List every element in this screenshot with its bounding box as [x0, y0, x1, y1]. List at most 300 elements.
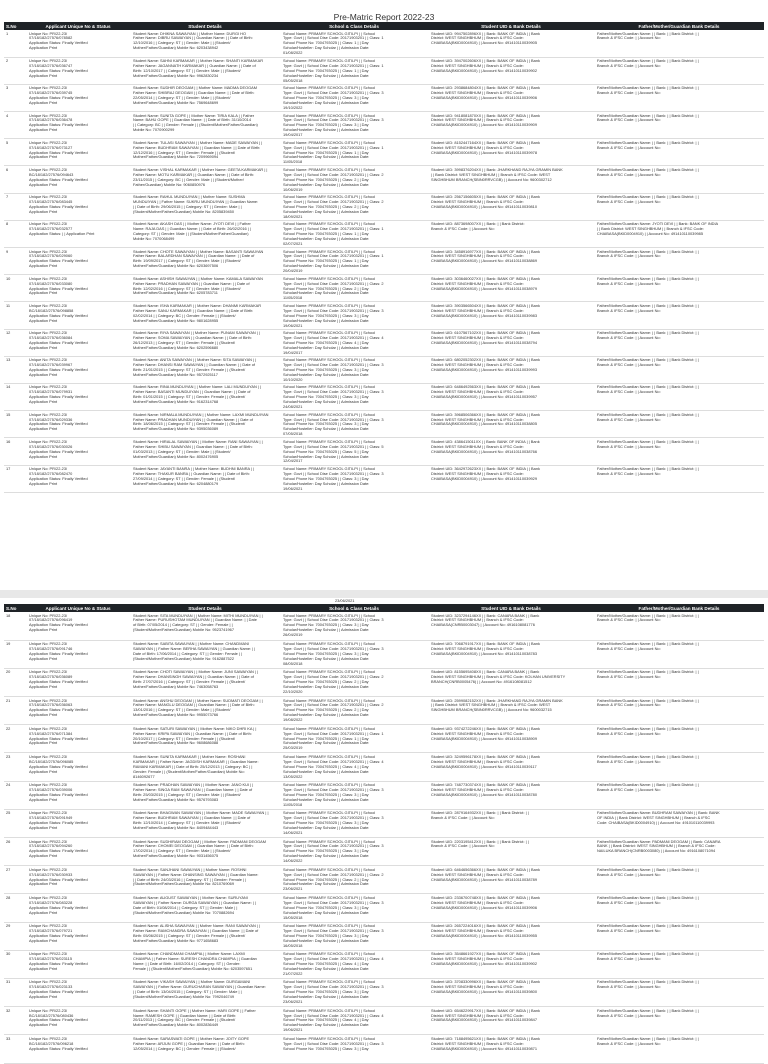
application-print-link[interactable]: Application Print: [29, 881, 58, 887]
cell-applicant: [26, 866, 130, 894]
application-print-link[interactable]: Application Print: [29, 627, 58, 633]
cell-sno: 26: [6, 838, 11, 844]
cell-line: Branch & IFSC Code: | | Account No:: [597, 307, 661, 313]
cell-line: School Name: PRIMARY SCHOOL GITILPI | | School: [283, 612, 376, 618]
cell-line: 07/18/182/27576/091949: [29, 815, 73, 821]
cell-line: | | Date of Birth: 29/06/2015 | | Category: ST | | Gender: Male | |: [133, 203, 242, 209]
cell-sno: 33: [6, 1035, 11, 1041]
table-row: [4, 30, 764, 57]
cell-line: CHAIBASA(BKID0004910) | | Account No: 491410110039955: [431, 932, 537, 938]
cell-line: Unique No: PR/22-23/: [29, 221, 68, 227]
application-print-link[interactable]: Application Print: [29, 853, 58, 859]
cell-line: Unique No: PR/22-23/: [29, 838, 68, 844]
cell-line: Type: Govt | | School Dise Code: 20171903201 | | Class: 2: [283, 702, 384, 708]
application-print-link[interactable]: Application Print: [29, 399, 58, 405]
cell-line: CHAIBASA(BKID0004910) | | Account No: 491410110038766: [431, 448, 537, 454]
cell-line: (Student/Mother/Father/Guardian) Mobile No: 9523741967: [133, 627, 235, 633]
cell-line: Father/Mother/Guardian Name: | | Bank: | | Bank District: | |: [597, 894, 699, 900]
application-print-link[interactable]: Application Print: [29, 453, 58, 459]
cell-line: Father Name: DIBRU SAWAIYAN | | Guardian Name: | | Date of Birth:: [133, 35, 253, 41]
cell-line: Mother/Father/Guardian) Mobile No: 9771658683: [133, 937, 219, 943]
cell-line: Unique No: PR/22-23/: [29, 357, 68, 363]
cell-line: Branch & IFSC Code: | | Account No:: [597, 730, 661, 736]
cell-guardian-bank: [594, 30, 764, 57]
table-row: [4, 668, 764, 696]
application-print-link[interactable]: Application Print: [29, 127, 58, 133]
application-print-link[interactable]: Application Print: [29, 45, 58, 51]
cell-line: Father/Mother/Guardian Name: | | Bank: | | Bank District: | |: [597, 330, 699, 336]
cell-line: School Name: PRIMARY SCHOOL GITILPI | | School: [283, 951, 376, 957]
cell-line: Branch & IFSC Code: | | Account No:: [597, 389, 661, 395]
application-print-link[interactable]: Application Print: [29, 263, 58, 269]
cell-line: Father Name: JAGANNATH KARMAKAR | | Guardian Name: | | Date of: [133, 63, 256, 69]
column-header-school: School & Class Details: [329, 23, 379, 29]
cell-line: Father/Mother/Guardian Name: | | Bank: | | Bank District: | |: [597, 866, 699, 872]
application-print-link[interactable]: Application Print: [29, 317, 58, 323]
cell-school-details: [280, 1007, 428, 1035]
cell-line: Mother/Father/Guardian) Mobile No: 6203438942: [133, 45, 219, 51]
table-row: [4, 697, 764, 725]
cell-line: Type: Govt | | School Dise Code: 20171903201 | | Class: 3: [283, 117, 384, 123]
cell-line: Type: Govt | | School Dise Code: 20171903201 | | Class: 1: [283, 35, 384, 41]
cell-line: Mother/Father/Guardian) Mobile No: 6203697506: [133, 263, 219, 269]
cell-line: Branch & IFSC Code: | | Account No:: [431, 815, 495, 821]
table-row: [4, 978, 764, 1006]
cell-line: Branch & IFSC Code: | | Account No:: [597, 334, 661, 340]
cell-line: Unique No: PR/22-23/: [29, 438, 68, 444]
cell-line: School Name: PRIMARY SCHOOL GITILPI | | School: [283, 411, 376, 417]
cell-sno: 20: [6, 669, 11, 675]
cell-line: Mother/Father/Guardian) Mobile No: 9608686088: [133, 740, 219, 746]
cell-line: Application Status: Finally Verified: [29, 312, 88, 318]
cell-school-details: [280, 356, 428, 383]
cell-line: District: WEST SINGHBHUM | | Branch & IFSC Code:: [431, 443, 524, 449]
application-print-link[interactable]: Application Print: [29, 290, 58, 296]
column-header-guardian-bank: Father/Mother/Guardian Bank Details: [638, 23, 720, 29]
cell-line: SAWAIYAN | | Father Name: BERHA SAWAIYAN | | Guardian Name: | |: [133, 646, 256, 652]
table-row: [4, 1035, 764, 1063]
cell-student-details: [130, 438, 280, 465]
cell-line: Father/Mother/Guardian Name: | | Bank: | | Bank District: | |: [597, 753, 699, 759]
cell-guardian-bank: [594, 220, 764, 247]
cell-sno: 14: [6, 384, 11, 390]
cell-line: Scholar/Hosteller: Day Scholar | | Admission Date:: [283, 290, 370, 296]
cell-student-details: [130, 950, 280, 978]
cell-line: District: WEST SINGHBHUM | | Branch & IFSC Code:: [431, 63, 524, 69]
application-print-link[interactable]: Application Print: [29, 154, 58, 160]
cell-school-details: [280, 329, 428, 356]
cell-line: Student UID: 3036460027XX | | Bank: BANK OF INDIA | | Bank: [431, 275, 540, 281]
cell-line: Application Status: Finally Verified: [29, 932, 88, 938]
table-row: [4, 809, 764, 837]
cell-student-details: [130, 248, 280, 275]
cell-student-details: [130, 139, 280, 166]
cell-line: Unique No: PR/22-23/: [29, 411, 68, 417]
cell-guardian-bank: [594, 866, 764, 894]
cell-line: BC/18/182/27576/096085: [29, 758, 74, 764]
report-table: [4, 22, 764, 493]
cell-line: Father Name: SHIBU SAWAIYAN | | Guardian Name: | | Date of Birth:: [133, 443, 253, 449]
cell-line: District: WEST SINGHBHUM | | Branch & IFSC Code:: [431, 362, 524, 368]
cell-line: District: WEST SINGHBHUM | | Branch & IFSC Code:: [431, 787, 524, 793]
cell-line: Application Status: Finally Verified: [29, 961, 88, 967]
page-separator: [0, 590, 768, 598]
cell-school-details: [280, 248, 428, 275]
table-row: [4, 166, 764, 193]
cell-line: 10/10/2020: [283, 376, 303, 382]
cell-student-bank: [428, 922, 594, 950]
cell-student-bank: [428, 139, 594, 166]
cell-line: 19/06/2021: [283, 485, 303, 491]
cell-line: | | Bank District: WEST SINGHBHUM | | Branch & IFSC Code: WEST: [431, 702, 551, 708]
cell-line: Father/Mother/Guardian Name: | | Bank: | | Bank District: | |: [597, 194, 699, 200]
cell-line: 02/07/2021: [283, 240, 303, 246]
cell-line: Scholar/Hosteller: Day Scholar | | Admission Date:: [283, 1022, 370, 1028]
application-print-link[interactable]: Application Print: [29, 740, 58, 746]
cell-line: Mother/Father/Guardian) Mobile No: 8002476905: [133, 453, 219, 459]
cell-student-details: [130, 166, 280, 193]
cell-line: 19/06/2021: [283, 322, 303, 328]
cell-line: District: WEST SINGHBHUM | | Branch & IFSC Code:: [431, 253, 524, 259]
cell-line: 07/18/182/27576/079931: [29, 389, 73, 395]
cell-line: Application Status: Finally Verified: [29, 421, 88, 427]
cell-line: Type: Govt | | School Dise Code: 20171903201 | | Class: 4: [283, 1012, 384, 1018]
cell-line: Student UID: 3998376204XX | | Bank: JHARKHAND RAJYA GRAMIN BANK: [431, 166, 563, 172]
cell-school-details: [280, 697, 428, 725]
cell-line: Father Name: PRADHAN MUNDUIYAN | | Guardian Name: | | Date of: [133, 416, 253, 422]
cell-line: Student UID: 3249596178XX | | Bank: BANK OF INDIA | | Bank: [431, 753, 540, 759]
cell-line: Application Status: Finally Verified: [29, 1045, 88, 1051]
cell-line: School Name: PRIMARY SCHOOL GITILPI | | School: [283, 697, 376, 703]
report-table: [4, 604, 764, 1064]
cell-line: Unique No: PR/22-23/: [29, 951, 68, 957]
cell-line: Code: CHAIBASA(BKID0004910) | | Account No: 491010110039993: [597, 820, 715, 826]
cell-line: Father/Mother/Guardian Name: JYOTI DEVI | | Bank: BANK OF INDIA: [597, 221, 719, 227]
cell-line: School Name: PRIMARY SCHOOL GITILPI | | School: [283, 753, 376, 759]
cell-line: Father/Mother/Guardian Name: | | Bank: | | Bank District: | |: [597, 923, 699, 929]
cell-student-details: [130, 978, 280, 1006]
cell-line: 07/18/182/27576/071384: [29, 730, 73, 736]
application-print-link[interactable]: Application Print: [29, 72, 58, 78]
cell-line: Mother/Father/Guardian) Mobile No: 9162314768: [133, 399, 219, 405]
cell-applicant: [26, 950, 130, 978]
cell-line: 11/05/2018: [283, 159, 303, 165]
cell-line: Unique No: PR/22-23/: [29, 194, 68, 200]
cell-school-details: [280, 57, 428, 84]
cell-school-details: [280, 640, 428, 668]
cell-school-details: [280, 668, 428, 696]
cell-line: Scholar/Hosteller: Day Scholar | | Admission Date:: [283, 994, 370, 1000]
application-print-link[interactable]: Application Print: [29, 655, 58, 661]
cell-line: 22/05/2014 | | Category: ST | | Gender: Male | | (Student/: [133, 95, 231, 101]
cell-line: Student Name: BHAGWAN SAWAIYAN | | Mother Name: MADE SAWAIYAN | |: [133, 810, 269, 816]
cell-line: Birth: 12/10/2017 | | Category: ST | | Gender: Male | | (Student/: [133, 68, 241, 73]
cell-line: 07/18/182/27576/023133: [29, 984, 73, 990]
cell-line: Father/Mother/Guardian Name: BUDHRAM SAWAIYAN | | Bank: BANK: [597, 810, 720, 816]
cell-line: BRANCH(CNRB0005476) | | Account No: 4916108081512: [431, 679, 532, 685]
cell-line: Application Status: Finally Verified: [29, 791, 88, 797]
cell-line: 14/06/2022: [283, 858, 303, 864]
application-print-link[interactable]: Application Print: [29, 965, 58, 971]
application-print-link[interactable]: Application Print: [29, 426, 58, 432]
cell-line: 11/05/2018: [283, 295, 303, 301]
cell-line: 24/08/2021: [283, 404, 303, 410]
cell-line: Student Name: SATURI SAWAIYAN | | Mother Name: NIKO DHRI KA | |: [133, 725, 257, 731]
cell-line: Father Name: PURUSHOTAM MUNDUIYAN | | Guardian Name: | | Date: [133, 617, 257, 623]
cell-school-details: [280, 950, 428, 978]
cell-applicant: [26, 356, 130, 383]
application-print-link[interactable]: Application Print: [29, 796, 58, 802]
cell-line: Father/Mother/Guardian Name: | | Bank: | | Bank District: | |: [597, 275, 699, 281]
application-print-link[interactable]: Application Print: [29, 208, 58, 214]
application-print-link[interactable]: Application Print: [29, 994, 58, 1000]
cell-line: Scholar/Hosteller: Day Scholar | | Admission Date:: [283, 881, 370, 887]
cell-line: CHAIBASA(BKID0004910) | | Account No: 491410110038909: [431, 735, 537, 741]
cell-line: Name: RAJA DAS | | Guardian Name: | | Date of Birth: 26/02/2016 | |: [133, 226, 251, 232]
cell-student-bank: [428, 465, 594, 492]
application-print-link[interactable]: Application Print: [29, 712, 58, 718]
table-row: [4, 753, 764, 781]
application-print-link[interactable]: Application Print: [29, 371, 58, 377]
cell-line: CHAIBASA(BKID0004910) | | Account No: 491410110039117: [431, 763, 537, 769]
table-body: [4, 30, 764, 492]
cell-line: Student UID: 2203195412XX | | Bank: | | Bank District: | |: [431, 838, 529, 844]
cell-line: Type: Govt | | School Dise Code: 20171903201 | | Class: 4: [283, 956, 384, 962]
cell-line: Type: Govt | | School Dise Code: 20171903201 | | Class: 3: [283, 927, 384, 933]
cell-student-bank: [428, 725, 594, 753]
cell-sno: 21: [6, 697, 11, 703]
cell-sno: 3: [6, 85, 9, 91]
cell-line: Mother/Father/Guardian) Mobile No: 9955073766: [133, 712, 219, 718]
cell-line: Father/Mother/Guardian Name: | | Bank: | | Bank District: | |: [597, 85, 699, 91]
cell-line: District: WEST SINGHBHUM | | Branch & IFSC Code:: [431, 470, 524, 476]
cell-student-bank: [428, 302, 594, 329]
cell-student-details: [130, 302, 280, 329]
cell-line: Father Name: KRIPA SAWAIYAN | | Guardian Name: | | Date of Birth:: [133, 730, 252, 736]
cell-line: Mother/Father/Guardian) Mobile No: 9572925117: [133, 371, 218, 377]
cell-line: School Phone No: 7004793025 | | Class: 2 | | Day: [283, 176, 369, 182]
cell-line: Student UID: 2657224016XX | | Bank: BANK OF INDIA | | Bank: [431, 923, 540, 929]
cell-applicant: [26, 248, 130, 275]
cell-guardian-bank: [594, 411, 764, 438]
cell-line: Student UID: 6802052302XX | | Bank: BANK OF INDIA | | Bank: [431, 357, 540, 363]
cell-line: SAWAIYAN | | Father Name: DURGA SAWAIYAN | | Guardian Name: | |: [133, 899, 256, 905]
cell-guardian-bank: [594, 838, 764, 866]
cell-applicant: [26, 411, 130, 438]
cell-line: Type: Govt | | School Dise Code: 20171903201 | | Class: 3: [283, 646, 384, 652]
cell-line: Unique No: PR/22-23/: [29, 384, 68, 390]
cell-student-bank: [428, 438, 594, 465]
table-row: [4, 220, 764, 247]
cell-line: Student Name: RINA MUNDUIYAN | | Mother Name: LALI MUNDUIYAN | |: [133, 384, 261, 390]
cell-line: Application Status: Finally Verified: [29, 876, 88, 882]
cell-line: Application Status: Finally Verified: [29, 622, 88, 628]
cell-line: Father/Mother/Guardian Name: | | Bank: | | Bank District: | |: [597, 438, 699, 444]
application-print-link[interactable]: Application Print: [29, 181, 58, 187]
cell-line: Student UID: 6486492563XX | | Bank: BANK OF INDIA | | Bank: [431, 384, 540, 390]
cell-line: School Name: PRIMARY SCHOOL GITILPI | | School: [283, 866, 376, 872]
cell-line: Father Name: SINGA RAM SAWAIYAN | | Guardian Name: | | Date of: [133, 787, 253, 793]
cell-line: Scholar/Hosteller: Day Scholar | | Admission Date:: [283, 127, 370, 133]
cell-student-bank: [428, 866, 594, 894]
cell-line: District: WEST SINGHBHUM | | Branch & IFSC Code:: [431, 117, 524, 123]
cell-applicant: [26, 640, 130, 668]
application-print-link[interactable]: Application Print: [29, 480, 58, 486]
application-print-link[interactable]: Application Print: [29, 909, 58, 915]
cell-applicant: [26, 753, 130, 781]
cell-line: Birth: 18/06/2015 | | Category: ST | | Gender: Female | | (Student/: [133, 421, 246, 427]
cell-line: Application Status: Finally Verified: [29, 95, 88, 101]
cell-line: School Name: PRIMARY SCHOOL GITILPI | | School: [283, 1035, 376, 1041]
cell-line: Father Name: MOTU KARMAKAR | | Guardian Name: | | Date of Birth:: [133, 171, 255, 177]
cell-line: 19/08/2022: [283, 717, 303, 723]
cell-guardian-bank: [594, 640, 764, 668]
cell-school-details: [280, 411, 428, 438]
cell-sno: 30: [6, 951, 11, 957]
cell-sno: 13: [6, 357, 11, 363]
cell-guardian-bank: [594, 383, 764, 410]
cell-line: Student UID: 7068791917XX | | Bank: BANK OF INDIA | | Bank: [431, 641, 540, 647]
cell-line: CHAIBASA(BKID0004910) | | Account No: 491410110038794: [431, 339, 537, 345]
cell-sno: 31: [6, 979, 11, 985]
cell-line: (Student/Mother/Father/Guardian) Mobile No: 8205839450: [133, 208, 235, 214]
application-print-link[interactable]: Application Print: [29, 768, 58, 774]
application-print-link[interactable]: Application Print: [29, 100, 58, 106]
cell-student-bank: [428, 220, 594, 247]
cell-line: Type: Govt | | School Dise Code: 20171903201 | | Class: 2: [283, 171, 384, 177]
cell-line: Unique No: PR/22-23/: [29, 30, 68, 36]
cell-line: Student Name: AKASH DAS | | Mother Name: JYOTI DEVI | | Father: [133, 221, 251, 227]
cell-line: District: WEST SINGHBHUM | | Branch & IFSC Code:: [431, 199, 524, 205]
cell-line: Mother/Father/Guardian) Mobile No: 6205783711: [133, 290, 218, 296]
application-print-link[interactable]: Application Print: [29, 684, 58, 690]
cell-line: 07/18/182/27576/029336: [29, 416, 73, 422]
cell-line: Branch & IFSC Code: | | Account No:: [431, 226, 495, 232]
table-row: [4, 84, 764, 111]
table-row: [4, 438, 764, 465]
cell-sno: 15: [6, 411, 11, 417]
cell-line: Unique No: PR/22-23/: [29, 923, 68, 929]
table-body: [4, 612, 764, 1063]
cell-line: School Name: PRIMARY SCHOOL GITILPI | | School: [283, 466, 376, 471]
cell-line: 16/05/2018: [283, 942, 303, 948]
cell-guardian-bank: [594, 753, 764, 781]
application-print-link[interactable]: Application Print: [29, 937, 58, 943]
cell-line: Branch & IFSC Code: | | Account No:: [597, 199, 661, 205]
cell-line: | | Bank District: WEST SINGHBHUM | | Branch & IFSC Code:: [597, 226, 704, 232]
table-row: [4, 139, 764, 166]
cell-line: Father/Mother/Guardian Name: | | Bank: | | Bank District: | |: [597, 166, 699, 172]
cell-line: Father/Mother/Guardian Name: | | Bank: | | Bank District: | |: [597, 697, 699, 703]
cell-line: BC/18/182/27576/080436: [29, 1012, 74, 1018]
table-row: [4, 950, 764, 978]
cell-line: District: WEST SINGHBHUM | | Branch & IFSC Code:: [431, 1012, 524, 1018]
cell-line: Unique No: PR/22-23/: [29, 894, 68, 900]
cell-student-details: [130, 356, 280, 383]
cell-line: District: WEST SINGHBHUM | | Branch & IFSC Code:: [431, 307, 524, 313]
cell-line: Father/Mother/Guardian Name: | | Bank: | | Bank District: | |: [597, 58, 699, 64]
cell-sno: 29: [6, 923, 11, 929]
cell-line: Mobile No: 7070900299: [133, 127, 175, 133]
cell-line: 01/08/2022: [283, 50, 303, 56]
cell-line: CHAIBASA(BKID0004910) | | Account No: 491410110038979: [431, 285, 537, 291]
cell-line: Unique No: PR/22-23/: [29, 810, 68, 816]
cell-sno: 19: [6, 641, 11, 647]
cell-line: BANK | | Bank District: WEST SINGHBHUM | | Branch & IFSC Code:: [597, 843, 716, 849]
cell-line: 18/09/2021: [283, 213, 303, 219]
cell-student-bank: [428, 978, 594, 1006]
cell-line: 12/12/2016 | | Category: ST | | Gender: Female | | (Student/: [133, 149, 236, 155]
cell-guardian-bank: [594, 697, 764, 725]
application-print-link[interactable]: Application Print: [29, 825, 58, 831]
cell-line: Father/Guardian) Mobile No: 9060850976: [133, 181, 206, 187]
cell-sno: 28: [6, 894, 11, 900]
cell-line: Scholar/Hosteller: Day Scholar | | Admission Date:: [283, 712, 370, 718]
cell-line: School Name: PRIMARY SCHOOL GITILPI | | School: [283, 838, 376, 844]
cell-applicant: [26, 275, 130, 302]
application-print-link[interactable]: Application Print: [29, 344, 58, 350]
cell-line: Student UID: 9374272246XX | | Bank: BANK OF INDIA | | Bank: [431, 725, 540, 731]
cell-line: 07/18/182/27576/078582: [29, 35, 73, 41]
table-row: [4, 1007, 764, 1035]
cell-line: Student UID: 3642972623XX | | Bank: BANK OF INDIA | | Bank: [431, 466, 540, 471]
cell-line: School Phone No: 7004793025 | | Class: 3 | | Day: [283, 367, 369, 373]
cell-line: Student Name: CHOTE SAWAIYAN | | Mother Name: BASANTI SAWAIYAN: [133, 248, 264, 254]
cell-sno: 7: [6, 194, 9, 200]
cell-line: Unique No: PR/22-23/: [29, 979, 68, 985]
cell-line: School Name: PRIMARY SCHOOL GITILPI | | School: [283, 30, 376, 36]
cell-line: RAMANI KARMAKAR | | Date of Birth: 25/12/2013 | | Category: BC | |: [133, 763, 253, 769]
cell-line: School Phone No: 7004793025 | | Class: 3 | | Day: [283, 651, 369, 656]
cell-school-details: [280, 894, 428, 922]
cell-applicant: [26, 668, 130, 696]
cell-line: Student Name: ASHISH SAWAIYAN | | Mother Name: KAMALA SAWAIYAN: [133, 275, 263, 281]
cell-line: Student UID: 6464656366XX | | Bank: BANK OF INDIA | | Bank: [431, 866, 540, 872]
cell-line: 07/18/182/27576/096419: [29, 617, 73, 623]
cell-line: (Student/Mother/Father/Guardian) Mobile No: 9162887522: [133, 655, 235, 661]
cell-line: Type: Govt | | School Dise Code: 20171903201 | | Class: 3: [283, 307, 384, 313]
report-page-2: [0, 598, 768, 1051]
cell-line: Scholar/Hosteller: Day Scholar | | Admission Date:: [283, 453, 370, 459]
cell-line: Student UID: 3903566504XX | | Bank: BANK OF INDIA | | Bank: [431, 302, 540, 308]
cell-line: CHAIBASA(BKID0004910) | | Account No: 491410110039847: [431, 1017, 537, 1023]
cell-line: School Phone No: 7004793025 | | Class: 3 | | Day: [283, 122, 369, 128]
cell-line: Father Name: BALARDHAN SAWAIYAN | | Guardian Name: | | Date of: [133, 253, 255, 259]
cell-line: 07/18/182/27576/036478: [29, 117, 73, 123]
cell-line: 12/05/2014 | | Category: BC | | Gender: Female | | (Student/: [133, 1045, 236, 1051]
cell-line: 19/04/2017: [283, 132, 303, 138]
cell-student-details: [130, 383, 280, 410]
cell-guardian-bank: [594, 950, 764, 978]
cell-line: Scholar/Hosteller: Day Scholar | | Admission Date:: [283, 909, 370, 915]
application-print-link[interactable]: Application Print: [29, 1022, 58, 1028]
cell-line: CHAIBASA(BKID0004910) | | Account No: 491410110039929: [431, 475, 537, 481]
cell-line: Unique No: PR/22-23/: [29, 782, 68, 788]
cell-line: 26/12/2013 | | Category: ST | | Gender: Female | | (Student/: [133, 339, 236, 345]
cell-line: | | Date of Birth: 13/04/2015 | | Category: ST | | Gender: Male | |: [133, 989, 242, 995]
cell-line: Scholar/Hosteller: Day Scholar | | Admission Date:: [283, 399, 370, 405]
cell-line: Type: Govt | | School Dise Code: 20171903201 | | Class: 4: [283, 758, 384, 764]
cell-line: | | Category: BC | | Gender: Female | | (Student/Mother/Father/Guardian): [133, 122, 258, 128]
cell-student-bank: [428, 1035, 594, 1063]
table-row: [4, 894, 764, 922]
column-header-student-bank: Student UID & Bank Details: [481, 605, 541, 611]
cell-line: School Name: PRIMARY SCHOOL GITILPI | | School: [283, 438, 376, 444]
cell-line: Application Status: Finally Verified: [29, 203, 88, 209]
cell-line: Type: Govt | | School Dise Code: 20171903201 | | Class: 5: [283, 443, 384, 449]
cell-line: 05/05/2018: [283, 77, 303, 83]
cell-line: | | Bank District: WEST SINGHBHUM | | Branch & IFSC Code: WEST: [431, 171, 551, 177]
